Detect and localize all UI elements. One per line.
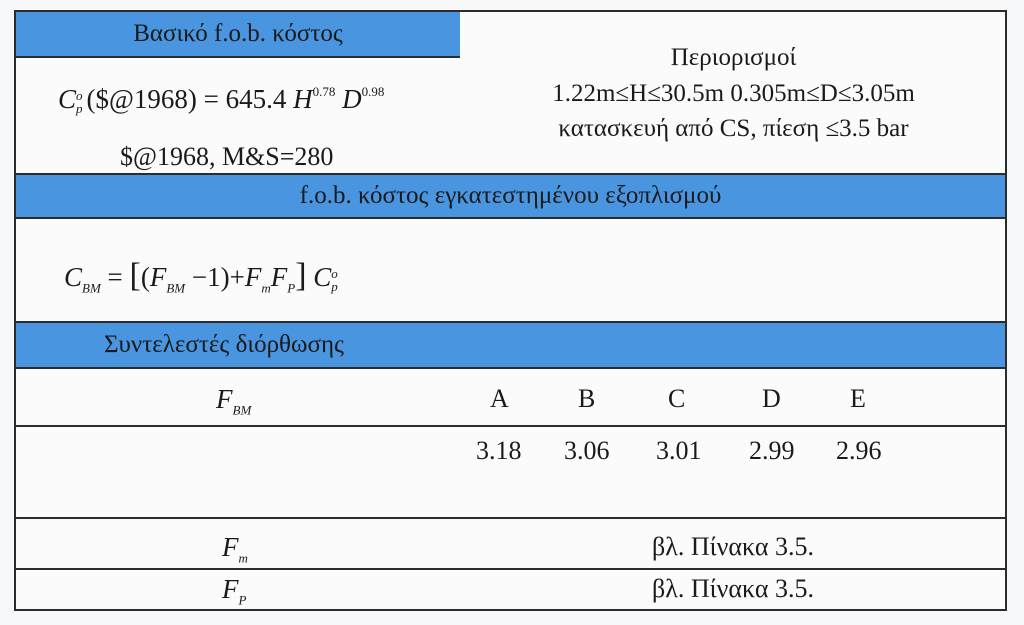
fbm-col-a: A: [490, 384, 509, 413]
fbm-value-c: 3.01: [656, 436, 702, 465]
fbm-value-e: 2.96: [836, 436, 882, 465]
fbm-col-d: D: [762, 384, 781, 413]
divider: [16, 568, 1005, 570]
fbm-label: $F_{BM}$: [216, 384, 252, 418]
divider: [16, 425, 1005, 427]
cost-table: [14, 10, 1007, 611]
divider: [16, 517, 1005, 519]
constraints-range: 1.22m≤H≤30.5m 0.305m≤D≤3.05m: [552, 80, 915, 107]
fbm-value-d: 2.99: [749, 436, 795, 465]
installed-cost-header: [16, 173, 1005, 219]
fm-note: βλ. Πίνακα 3.5.: [652, 532, 814, 561]
fbm-col-b: B: [578, 384, 596, 413]
fbm-value-a: 3.18: [476, 436, 522, 465]
constraints-material: κατασκευή από CS, πίεση ≤3.5 bar: [558, 115, 909, 142]
basic-cost-header-label: Βασικό f.o.b. κόστος: [133, 20, 343, 47]
fp-note: βλ. Πίνακα 3.5.: [652, 574, 814, 603]
fbm-value-b: 3.06: [564, 436, 610, 465]
constraints-title: Περιορισμοί: [670, 44, 797, 71]
installed-cost-formula: $C_{BM} = [(F_{BM} -1)+F_mF_P]$ C o p: [64, 257, 338, 296]
fp-label: $F_P$: [222, 574, 247, 608]
correction-factors-header: [16, 321, 1005, 369]
basic-cost-formula: C o p ($@1968) = 645.4 $H^{0.78}$ $D^{0.98}$: [58, 84, 385, 116]
fbm-col-e: E: [850, 384, 866, 413]
correction-factors-header-label: Συντελεστές διόρθωσης: [104, 331, 344, 358]
basic-cost-header: [16, 12, 460, 58]
installed-cost-header-label: f.o.b. κόστος εγκατεστημένου εξοπλισμού: [299, 182, 722, 209]
fbm-col-c: C: [668, 384, 686, 413]
basic-cost-reference: $@1968, M&S=280: [120, 142, 334, 171]
fm-label: $F_m$: [222, 532, 248, 566]
